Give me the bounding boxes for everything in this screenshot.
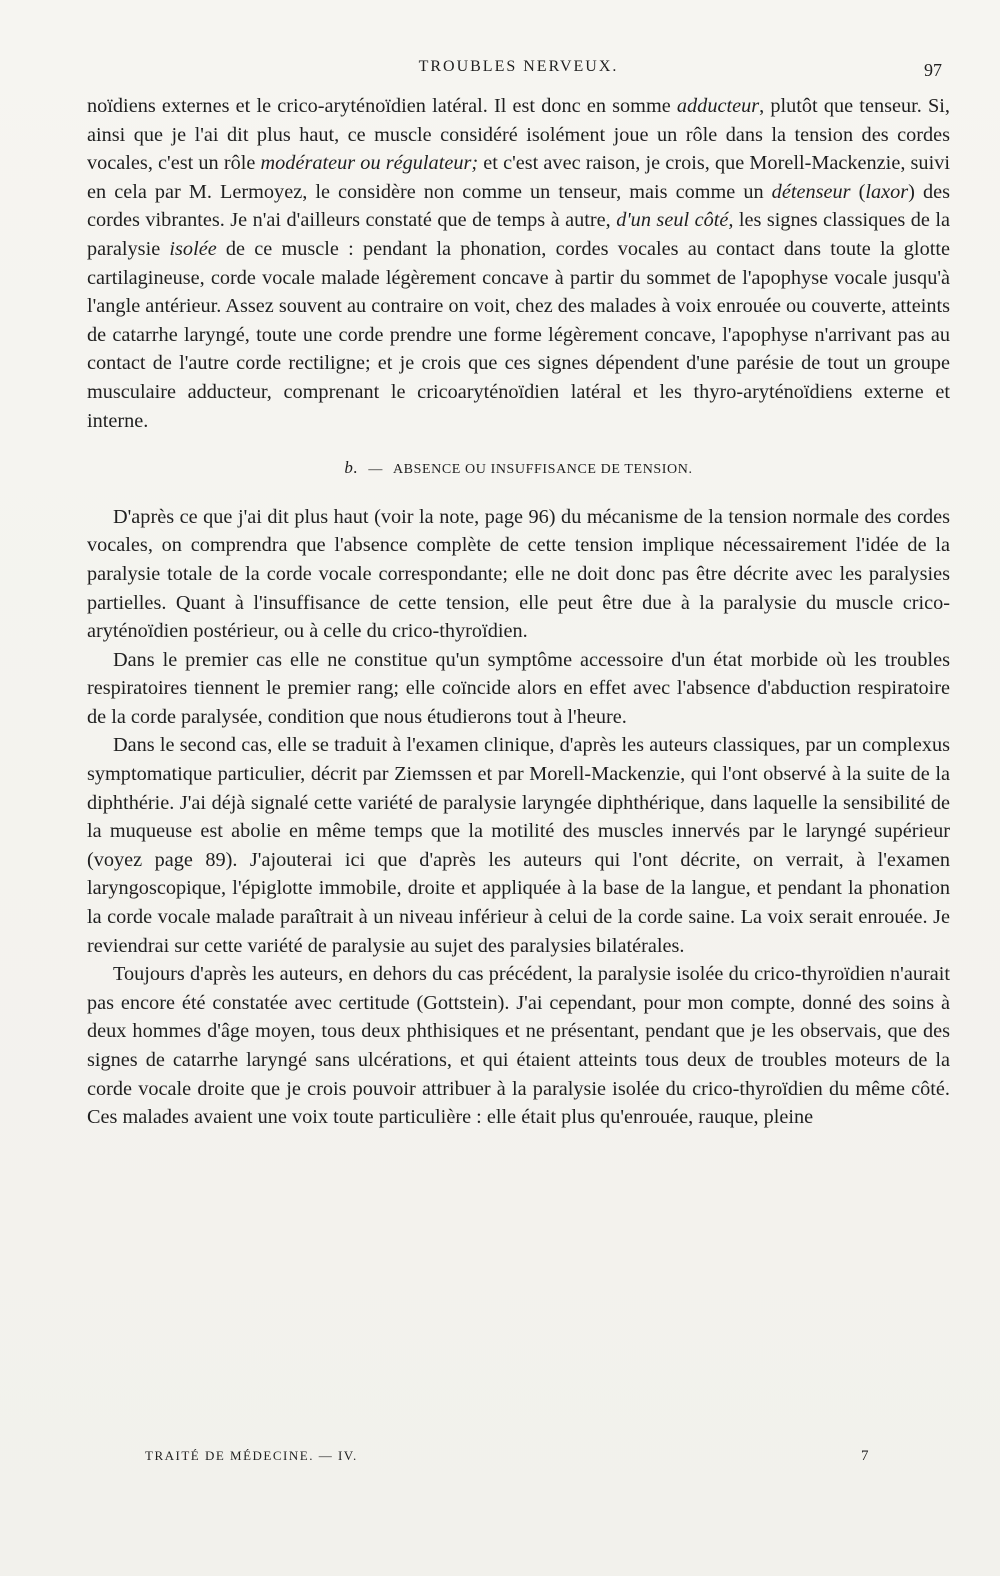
footer-title: TRAITÉ DE MÉDECINE. — IV. bbox=[145, 1448, 358, 1463]
italic-term: modérateur ou régulateur; bbox=[260, 152, 479, 175]
italic-term: détenseur bbox=[771, 180, 851, 203]
body-text bbox=[87, 92, 950, 1132]
section-letter: b. bbox=[344, 458, 359, 478]
page-number: 97 bbox=[924, 60, 942, 80]
section-title: ABSENCE OU INSUFFISANCE DE TENSION. bbox=[392, 462, 693, 478]
section-dash: — bbox=[368, 462, 383, 478]
paragraph: Dans le premier cas elle ne constitue qu'un symptôme accessoire d'un état morbide où les troubles respiratoires tiennent le premier rang; elle coïncide alors en effet avec l'absence d'abduction respiratoire de la corde paralysée, condition que nous étudierons tout à l'heure. bbox=[87, 648, 950, 728]
italic-term: adducteur bbox=[676, 95, 760, 117]
text-run: de ce muscle : pendant la phonation, cordes vocales au contact dans toute la glotte cartilagineuse, corde vocale malade légèrement concave à partir du sommet de l'apophyse vocale jusqu'à l'angle antérieur. Assez souvent au contraire on voit, chez des malades à voix enrouée ou couverte, atteints de catarrhe laryngé, toute une corde prendre une forme légèrement concave, l'apophyse n'arrivant pas au contact de l'autre corde rectiligne; et je crois que ces signes dépendent d'une parésie de tout un groupe musculaire adducteur, comprenant le cricoaryténoïdien latéral et les thyro-aryténoïdiens externe et interne. bbox=[87, 237, 950, 432]
text-run: , plutôt que tenseur. Si, ainsi que je l'ai dit plus haut, ce muscle considéré isolément joue un rôle dans la tension des cordes vocales, c'est un rôle bbox=[87, 95, 950, 175]
text-run: noïdiens externes et le crico-aryténoïdien latéral. Il est donc en somme bbox=[87, 95, 677, 117]
text-run: ( bbox=[850, 180, 866, 203]
text-run: les signes classiques de la paralysie bbox=[87, 209, 950, 260]
italic-term: d'un seul côté, bbox=[616, 209, 734, 232]
running-title: TROUBLES NERVEUX. bbox=[418, 58, 619, 75]
paragraph: Toujours d'après les auteurs, en dehors du cas précédent, la paralysie isolée du crico-thyroïdien n'aurait pas encore été constatée avec certitude (Gottstein). J'ai cependant, pour mon compte, donné des soins à deux hommes d'âge moyen, tous deux phthisiques et ne présentant, pendant que je les observais, que des signes de catarrhe laryngé sans ulcérations, et qui étaient atteints tous deux de troubles moteurs de la corde vocale droite que je crois pouvoir attribuer à la paralysie isolée du crico-thyroïdien du même côté. Ces malades avaient une voix toute particulière : elle était plus qu'enrouée, rauque, pleine bbox=[87, 963, 950, 1129]
running-head bbox=[87, 58, 950, 82]
text-run: et c'est avec raison, je crois, que Morell-Mackenzie, suivi en cela par M. Lermoyez, le considère non comme un tenseur, mais comme un bbox=[87, 152, 950, 203]
paragraph: Dans le second cas, elle se traduit à l'examen clinique, d'après les auteurs classiques, par un complexus symptomatique particulier, décrit par Ziemssen et par Morell-Mackenzie, qui l'ont observé à la suite de la diphthérie. J'ai déjà signalé cette variété de paralysie laryngée diphthérique, dans laquelle la sensibilité de la muqueuse est abolie en même temps que la motilité des muscles innervés par le laryngé supérieur (voyez page 89). J'ajouterai ici que d'après les auteurs qui l'ont décrite, on verrait, à l'examen laryngoscopique, l'épiglotte immobile, droite et appliquée à la base de la langue, et pendant la phonation la corde vocale malade paraîtrait à un niveau inférieur à celui de la corde saine. La voix serait enrouée. Je reviendrai sur cette variété de paralysie au sujet des paralysies bilatérales. bbox=[87, 734, 950, 957]
italic-term: isolée bbox=[169, 237, 217, 260]
text-run: ) des cordes vibrantes. Je n'ai d'ailleurs constaté que de temps à autre, bbox=[87, 180, 950, 232]
section-heading bbox=[87, 454, 950, 485]
paragraph: D'après ce que j'ai dit plus haut (voir la note, page 96) du mécanisme de la tension normale des cordes vocales, on comprendra que l'absence complète de cette tension implique nécessairement l'idée de la paralysie totale de la corde vocale correspondante; elle ne doit donc pas être décrite avec les paralysies partielles. Quant à l'insuffisance de cette tension, elle peut être due à la paralysie du muscle crico-aryténoïdien postérieur, ou à celle du crico-thyroïdien. bbox=[87, 505, 950, 643]
footer-signature-number: 7 bbox=[861, 1448, 870, 1464]
page-footer bbox=[145, 1448, 870, 1470]
italic-term: laxor bbox=[865, 180, 909, 203]
paragraph-continued bbox=[87, 92, 950, 435]
